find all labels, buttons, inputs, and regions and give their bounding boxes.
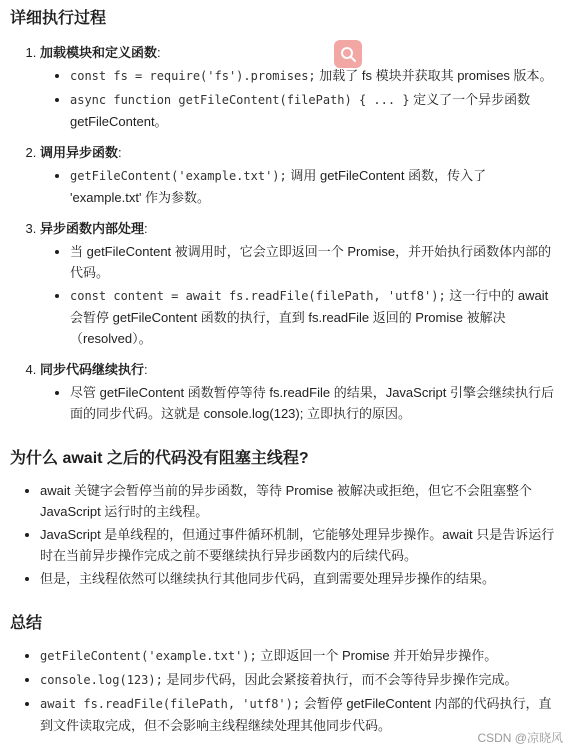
step-item: 3. 异步函数内部处理: • 当 getFileContent 被调用时，它会立即返回一个 Promise，并开始执行函数体内部的代码。 • const content = await fs.readFile(filePath, 'utf8'); 这一行中的 await 会暂停 getFileContent 函数的执行，直到 fs.readFile 返回的 Promise 被解决（resolved）。 (40, 218, 561, 349)
why-list (10, 480, 561, 589)
bullet-text: 当 getFileContent 被调用时，它会立即返回一个 Promise，并开始执行函数体内部的代码。 (70, 244, 552, 280)
search-icon (339, 45, 357, 63)
step-title: 异步函数内部处理 (40, 221, 145, 236)
code-snippet: getFileContent('example.txt'); (70, 169, 287, 183)
list-item (70, 241, 561, 283)
bullet-text: 调用 getFileContent 函数，传入了 'example.txt' 作为参数。 (70, 168, 487, 205)
step-title: 调用异步函数 (40, 145, 119, 160)
list-item (70, 285, 561, 349)
step-item: 4. 同步代码继续执行: • 尽管 getFileContent 函数暂停等待 fs.readFile 的结果，JavaScript 引擎会继续执行后面的同步代码。这就是 console.log(123); 立即执行的原因。 (40, 359, 561, 424)
list-item (40, 645, 561, 667)
search-button[interactable] (334, 40, 362, 68)
watermark: CSDN @凉晓风 (477, 731, 563, 745)
bullet-text: 这一行中的 await 会暂停 getFileContent 函数的执行，直到 fs.readFile 返回的 Promise 被解决（resolved）。 (70, 288, 549, 346)
list-item (70, 89, 561, 132)
list-item (70, 382, 561, 424)
code-snippet: const content = await fs.readFile(filePath, 'utf8'); (70, 289, 446, 303)
list-item (40, 669, 561, 691)
bullet-text: 尽管 getFileContent 函数暂停等待 fs.readFile 的结果，JavaScript 引擎会继续执行后面的同步代码。这就是 console.log(123); 立即执行的原因。 (70, 385, 554, 421)
step-title: 加载模块和定义函数 (40, 45, 158, 60)
list-item (70, 65, 561, 87)
section-title-summary: 总结 (10, 615, 43, 632)
list-item: • await 关键字会暂停当前的异步函数，等待 Promise 被解决或拒绝，但它不会阻塞整个 JavaScript 运行时的主线程。 (40, 480, 561, 522)
code-snippet: async function getFileContent(filePath) { ... } (70, 93, 410, 107)
list-item (70, 165, 561, 208)
section-title-why: 为什么 await 之后的代码没有阻塞主线程? (10, 450, 309, 467)
list-item: • JavaScript 是单线程的，但通过事件循环机制，它能够处理异步操作。await 只是告诉运行时在当前异步操作完成之前不要继续执行异步函数内的后续代码。 (40, 524, 561, 566)
section-title-details: 详细执行过程 (10, 10, 107, 27)
bullet-text: 会暂停 getFileContent 内部的代码执行，直到文件读取完成，但不会影响主线程继续处理其他同步代码。 (40, 696, 552, 733)
summary-list (10, 645, 561, 736)
list-item: • 但是，主线程依然可以继续执行其他同步代码，直到需要处理异步操作的结果。 (40, 568, 561, 589)
bullet-text: 加载了 fs 模块并获取其 promises 版本。 (315, 68, 553, 83)
step-title: 同步代码继续执行 (40, 362, 145, 377)
step-item: 1. 加载模块和定义函数: • const fs = require('fs').promises; 加载了 fs 模块并获取其 promises 版本。 • async function getFileContent(filePath) { ... } 定义了一个异步函数 getFileContent。 (40, 42, 561, 132)
bullet-text: 定义了一个异步函数 getFileContent。 (70, 92, 531, 129)
code-snippet: getFileContent('example.txt'); (40, 649, 257, 663)
steps-list (10, 42, 561, 424)
code-snippet: await fs.readFile(filePath, 'utf8'); (40, 697, 301, 711)
code-snippet: console.log(123); (40, 673, 163, 687)
bullet-text: 是同步代码，因此会紧接着执行，而不会等待异步操作完成。 (162, 672, 518, 687)
step-item: 2. 调用异步函数: • getFileContent('example.txt'); 调用 getFileContent 函数，传入了 'example.txt' 作为参数。 (40, 142, 561, 208)
bullet-text: 立即返回一个 Promise 并开始异步操作。 (256, 648, 498, 663)
code-snippet: const fs = require('fs').promises; (70, 69, 316, 83)
